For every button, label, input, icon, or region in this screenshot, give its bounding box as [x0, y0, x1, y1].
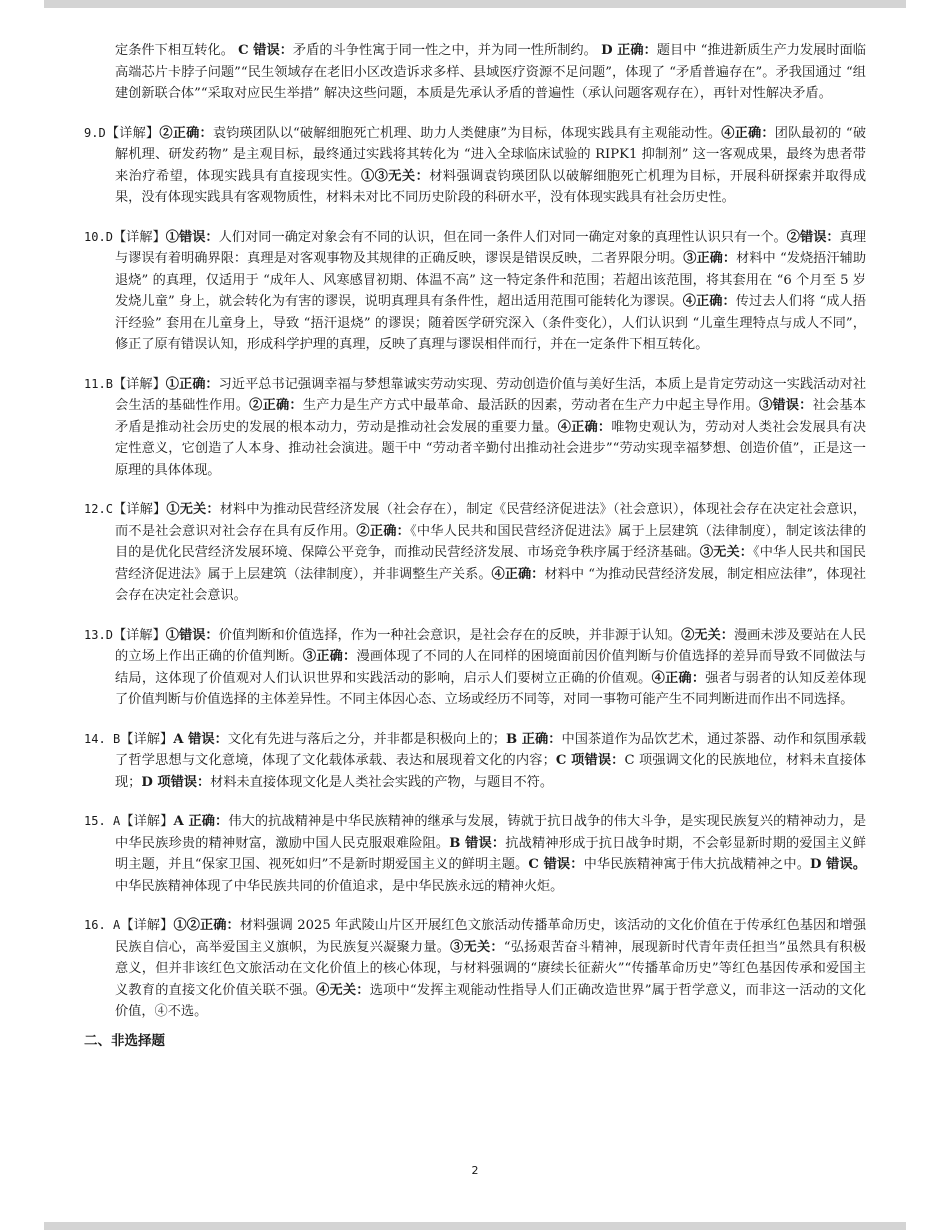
explanation-text: C 项强调文化的民族地位，材料未直接体现；: [115, 753, 867, 790]
explanation-text: 漫画未涉及要站在人民的立场上作出正确的价值判断。: [115, 627, 867, 664]
explanation-text: 材料强调袁钧瑛团队以破解细胞死亡机理为目标，开展科研探索并取得成果，没有体现实践具有客观物质性，材料未对比不同历史阶段的科研水平，没有体现实践具有社会历史性。: [115, 168, 867, 205]
judgment-label: ④正确：: [491, 566, 545, 582]
judgment-label: ④无关：: [316, 982, 370, 998]
explanation-text: 生产力是生产方式中最革命、最活跃的因素，劳动者在生产力中起主导作用。: [302, 398, 759, 413]
judgment-label: ③正确：: [302, 649, 357, 664]
judgment-label: ②正确：: [249, 398, 303, 413]
explanation-text: 材料中 “为推动民营经济发展，制定相应法律”，体现社会存在决定社会意识。: [115, 566, 866, 603]
explanation-text: 习近平总书记强调幸福与梦想靠诚实劳动实现、劳动创造价值与美好生活，本质上是肯定劳动这一实践活动对社会生活的基础性作用。: [115, 376, 867, 413]
explanation-text: 材料未直接体现文化是人类社会实践的产物，与题目不符。: [210, 774, 554, 790]
question-number: 10.: [84, 229, 106, 244]
question-number: 12.: [84, 502, 106, 516]
judgment-label: B 错误：: [449, 835, 506, 851]
judgment-label: ②错误：: [786, 229, 840, 245]
explanation-text: 材料强调 2025 年武陵山片区开展红色文旅活动传播革命历史，该活动的文化价值在于传承红色基因和增强民族自信心，高举爱国主义旗帜，为民族复兴凝聚力量。: [115, 918, 867, 955]
explanation-text: 价值判断和价值选择，作为一种社会意识，是社会存在的反映，并非源于认知。: [218, 627, 682, 643]
explanation-text: 人们对同一确定对象会有不同的认识，但在同一条件人们对同一确定对象的真理性认识只有一个。: [218, 229, 787, 245]
explanation-text: 选项中“发挥主观能动性指导人们正确改造世界”属于哲学意义，而非这一活动的文化价值，④不选。: [115, 982, 867, 1019]
judgment-label: D 正确：: [601, 43, 657, 58]
judgment-label: ②正确：: [356, 523, 411, 539]
page-number: 2: [471, 1164, 479, 1177]
explanation-text: 【详解】: [120, 731, 174, 747]
answer-item: [84, 625, 866, 711]
judgment-label: D 错误。: [810, 857, 867, 872]
explanation-text: 题目中 “推进新质生产力发展时面临高端芯片卡脖子问题”“民生领域存在老旧小区改造诉求多样、县域医疗资源不足问题”，体现了 “矛盾普遍存在”。矛我国通过 “组建创新联合体”“采取对应民生举措” 解决这些问题，本质是先承认矛盾的普遍性（承认问题客观存在），再针对性解决矛盾。: [115, 43, 866, 101]
answer-item: [84, 915, 866, 1023]
question-number: 13.: [84, 627, 106, 642]
continuation-paragraph: [84, 40, 866, 105]
answer-item: [84, 499, 866, 607]
judgment-label: ③错误：: [758, 398, 813, 413]
question-number: 16.: [84, 918, 106, 932]
answer-letter: D: [105, 627, 113, 642]
top-rule: [44, 0, 906, 8]
bottom-rule: [44, 1222, 906, 1230]
answer-letter: B: [105, 731, 121, 746]
explanation-text: 【详解】: [112, 502, 167, 517]
explanation-text: 社会基本矛盾是推动社会历史的发展的根本动力，劳动是推动社会发展的重要力量。: [115, 398, 867, 435]
answer-item: [84, 123, 866, 209]
explanation-text: 抗战精神形成于抗日战争时期，不会彰显新时期的爱国主义鲜明主题，并且“保家卫国、视死如归”不是新时期爱国主义的鲜明主题。: [115, 835, 866, 872]
explanation-text: 中国茶道作为品饮艺术，通过茶器、动作和氛围承载了哲学思想与文化意境，体现了文化载体承载、表达和展现着文化的内容；: [115, 731, 867, 768]
explanation-text: 袁钧瑛团队以“破解细胞死亡机理、助力人类健康”为目标，体现实践具有主观能动性。: [212, 125, 722, 141]
judgment-label: ①无关：: [166, 502, 220, 517]
explanation-text: 文化有先进与落后之分，并非都是积极向上的；: [227, 731, 506, 747]
judgment-label: ④正确：: [651, 670, 706, 686]
judgment-label: A 错误：: [173, 731, 228, 747]
question-number: 9.: [84, 125, 99, 140]
answer-letter: B: [105, 376, 113, 391]
question-number: 14.: [84, 731, 106, 746]
judgment-label: ①错误：: [165, 627, 219, 643]
explanation-text: “弘扬艰苦奋斗精神，展现新时代青年责任担当”虽然具有积极意义，但并非该红色文旅活动在文化价值上的核心体现，与材料强调的“赓续长征薪火”“传播革命历史”等红色基因传承和爱国主义教育的直接文化价值关联不强。: [115, 939, 867, 998]
judgment-label: ③无关：: [699, 545, 754, 560]
judgment-label: ①正确：: [165, 376, 219, 392]
explanation-text: 【详解】: [112, 229, 166, 245]
answer-item: [84, 227, 866, 356]
explanation-text: 定条件下相互转化。: [115, 43, 239, 58]
answer-letter: D: [98, 125, 106, 140]
explanation-text: 中华民族精神寓于伟大抗战精神之中。: [583, 857, 811, 872]
explanation-text: 真理与谬误有着明确界限：真理是对客观事物及其规律的正确反映，谬误是错误反映，二者界限分明。: [115, 229, 867, 266]
explanation-text: 【详解】: [112, 627, 166, 643]
explanation-text: 《中华人民共和国民营经济促进法》属于上层建筑（法律制度），并非调整生产关系。: [115, 545, 866, 582]
answer-list: [84, 123, 866, 1023]
explanation-text: 中华民族精神体现了中华民族共同的价值追求，是中华民族永远的精神火炬。: [115, 878, 564, 894]
judgment-label: ④正确：: [682, 294, 736, 309]
judgment-label: ②无关：: [681, 627, 734, 643]
judgment-label: ②正确：: [159, 125, 213, 141]
judgment-label: C 错误：: [528, 857, 584, 872]
explanation-text: 传过去人们将 “成人捂汗经验” 套用在儿童身上，导致 “捂汗退烧” 的谬误；随着医学研究深入（条件变化），人们认识到 “儿童生理特点与成人不同”，修正了原有错误认知，形成科学护理的真理，反映了真理与谬误相伴而行，并在一定条件下相互转化。: [115, 294, 867, 352]
explanation-text: 漫画体现了不同的人在同样的困境面前因价值判断与价值选择的差异而导致不同做法与结局，这体现了价值观对人们认识世界和实践活动的影响，启示人们要树立正确的价值观。: [115, 649, 867, 686]
judgment-label: A 正确：: [173, 814, 229, 829]
explanation-text: 矛盾的斗争性寓于同一性之中，并为同一性所制约。: [292, 43, 602, 58]
answer-letter: C: [105, 502, 113, 516]
judgment-label: D 项错误：: [141, 774, 211, 790]
explanation-text: 【详解】: [112, 376, 166, 392]
answer-item: [84, 729, 866, 794]
answer-letter: A: [105, 918, 121, 932]
answer-letter: A: [105, 814, 121, 828]
explanation-text: 强者与弱者的认知反差体现了价值判断与价值选择的主体差异性。不同主体因心态、立场或经历不同等，对同一事物可能产生不同判断进而作出不同选择。: [115, 670, 867, 707]
explanation-text: 材料中为推动民营经济发展（社会存在），制定《民营经济促进法》（社会意识），体现社会存在决定社会意识，而不是社会意识对社会存在具有反作用。: [115, 502, 867, 539]
explanation-text: 材料中 “发烧捂汗辅助退烧” 的真理，仅适用于 “成年人、风寒感冒初期、体温不高” 这一特定条件和范围；若超出该范围，将其套用在 “6 个月至 5 岁发烧儿童” 身上，就会转化为有害的谬误，说明真理具有条件性，超出适用范围可能转化为谬误。: [115, 251, 867, 309]
answer-content: [84, 40, 866, 1049]
explanation-text: 【详解】: [105, 125, 160, 141]
explanation-text: 伟大的抗战精神是中华民族精神的继承与发展，铸就于抗日战争的伟大斗争，是实现民族复兴的精神动力，是中华民族珍贵的精神财富，激励中国人民克服艰难险阻。: [115, 814, 867, 851]
explanation-text: 【详解】: [120, 918, 174, 933]
explanation-text: 【详解】: [120, 814, 174, 829]
judgment-label: ①错误：: [165, 229, 219, 245]
question-number: 11.: [84, 376, 106, 391]
answer-item: [84, 374, 866, 482]
answer-letter: D: [105, 229, 113, 244]
question-number: 15.: [84, 814, 106, 828]
explanation-text: 唯物史观认为，劳动对人类社会发展具有决定性意义，它创造了人本身、推动社会演进。题干中 “劳动者辛勤付出推动社会进步”“劳动实现幸福梦想、创造价值”，正是这一原理的具体体现。: [115, 419, 867, 478]
judgment-label: ③无关：: [450, 939, 504, 955]
judgment-label: ①③无关：: [360, 168, 430, 184]
judgment-label: ①②正确：: [173, 918, 240, 933]
judgment-label: C 项错误：: [555, 753, 625, 768]
judgment-label: ③正确：: [683, 251, 737, 266]
answer-item: [84, 811, 866, 897]
judgment-label: C 错误：: [238, 43, 293, 58]
judgment-label: B 正确：: [505, 731, 562, 747]
explanation-text: 《中华人民共和国民营经济促进法》属于上层建筑（法律制度），制定该法律的目的是优化民营经济发展环境、保障公平竞争，而推动民营经济发展、市场竞争秩序属于经济基础。: [115, 523, 867, 560]
explanation-text: 团队最初的 “破解机理、研发药物” 是主观目标，最终通过实践将其转化为 “进入全球临床试验的 RIPK1 抑制剂” 这一客观成果，最终为患者带来治疗希望，体现实践具有直接现实性。: [115, 125, 867, 184]
judgment-label: ④正确：: [557, 419, 612, 435]
section-heading: 二、非选择题: [84, 1032, 165, 1049]
judgment-label: ④正确：: [721, 125, 775, 141]
